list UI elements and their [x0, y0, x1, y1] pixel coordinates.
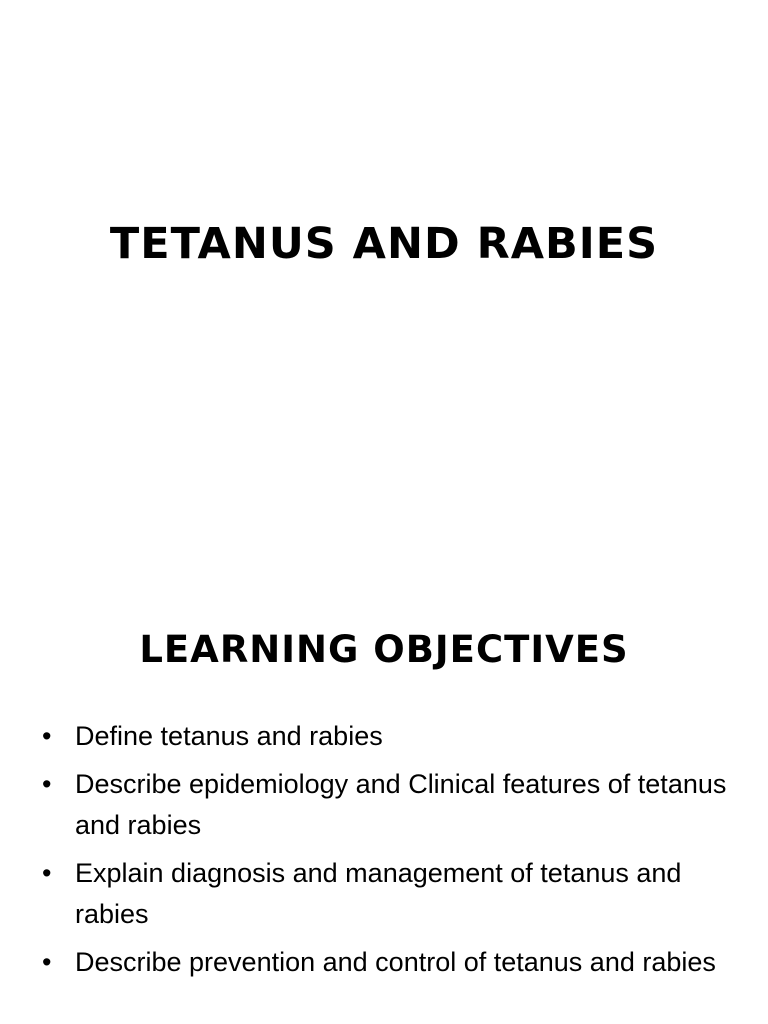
slide-title: TETANUS AND RABIES	[109, 219, 659, 269]
objective-text: Describe epidemiology and Clinical features of tetanus and rabies	[75, 769, 727, 840]
objective-text: Define tetanus and rabies	[75, 721, 383, 751]
objective-item	[40, 942, 730, 983]
objectives-heading: LEARNING OBJECTIVES	[139, 628, 629, 671]
objectives-slide	[0, 576, 768, 1024]
objectives-list	[40, 716, 730, 990]
bullet-icon: •	[42, 947, 52, 977]
bullet-icon: •	[42, 858, 52, 888]
objective-item	[40, 853, 730, 935]
bullet-icon: •	[42, 721, 52, 751]
bullet-icon: •	[42, 769, 52, 799]
objective-text: Explain diagnosis and management of tetanus and rabies	[75, 858, 682, 929]
objective-item	[40, 764, 730, 846]
objective-item	[40, 716, 730, 757]
objective-text: Describe prevention and control of tetanus and rabies	[75, 947, 716, 977]
